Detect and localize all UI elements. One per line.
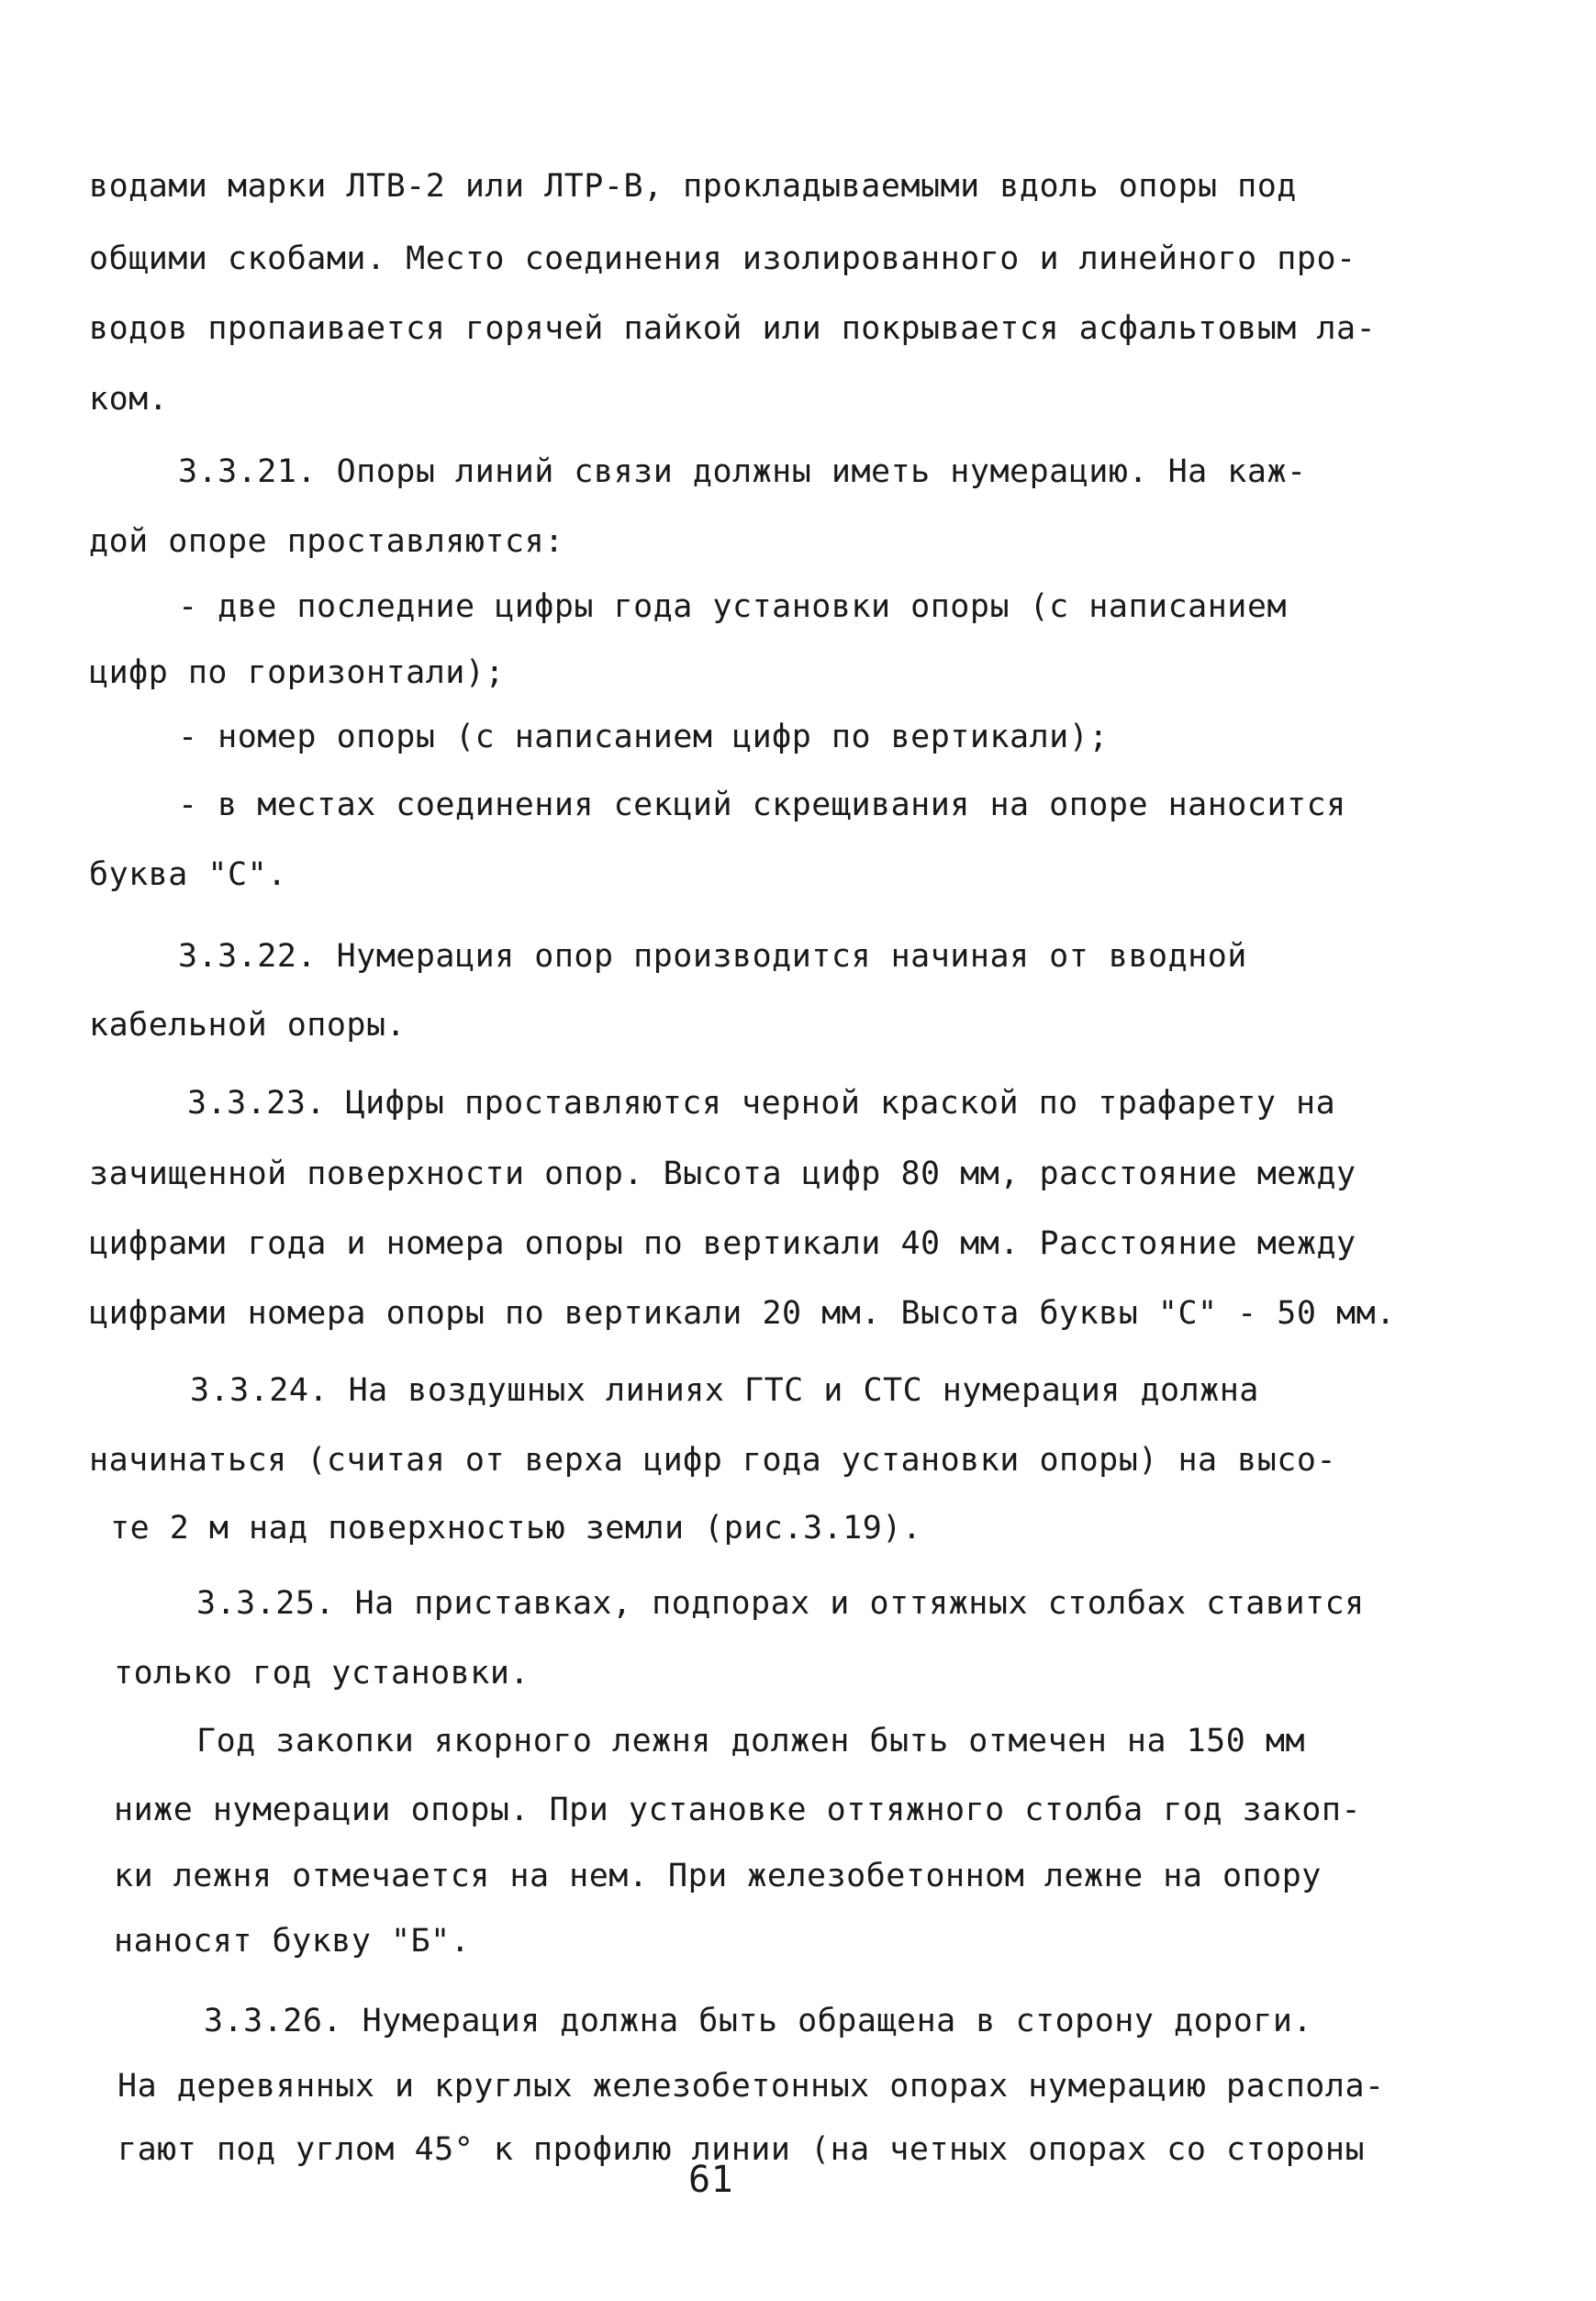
text-line: 3.3.24. На воздушных линиях ГТС и СТС нумерация должна bbox=[190, 1372, 1259, 1409]
text-line: - номер опоры (с написанием цифр по вертикали); bbox=[178, 719, 1109, 755]
page-number: 61 bbox=[688, 2159, 734, 2201]
text-line: только год установки. bbox=[114, 1655, 530, 1692]
text-line: дой опоре проставляются: bbox=[89, 523, 564, 560]
text-line: водами марки ЛТВ-2 или ЛТР-В, прокладываемыми вдоль опоры под bbox=[89, 168, 1297, 205]
text-line: 3.3.21. Опоры линий связи должны иметь нумерацию. На каж- bbox=[178, 453, 1307, 490]
text-line: 3.3.23. Цифры проставляются черной краской по трафарету на bbox=[187, 1085, 1336, 1122]
text-line: цифрами номера опоры по вертикали 20 мм. Высота буквы "С" - 50 мм. bbox=[89, 1295, 1396, 1332]
text-line: ки лежня отмечается на нем. При железобетонном лежне на опору bbox=[114, 1858, 1322, 1894]
text-line: - в местах соединения секций скрещивания на опоре наносится bbox=[178, 787, 1346, 823]
text-line: цифрами года и номера опоры по вертикали 40 мм. Расстояние между bbox=[89, 1225, 1356, 1262]
text-line: ком. bbox=[89, 381, 169, 418]
text-line: гают под углом 45° к профилю линии (на четных опорах со стороны bbox=[117, 2131, 1366, 2168]
text-line: Год закопки якорного лежня должен быть отмечен на 150 мм bbox=[196, 1723, 1306, 1759]
text-line: 3.3.26. Нумерация должна быть обращена в сторону дороги. bbox=[204, 2003, 1313, 2039]
text-line: зачищенной поверхности опор. Высота цифр 80 мм, расстояние между bbox=[89, 1156, 1356, 1192]
text-line: - две последние цифры года установки опоры (с написанием bbox=[178, 588, 1288, 625]
text-line: те 2 м над поверхностью земли (рис.3.19). bbox=[110, 1510, 922, 1547]
text-line: начинаться (считая от верха цифр года установки опоры) на высо- bbox=[89, 1442, 1337, 1479]
text-line: наносят букву "Б". bbox=[114, 1923, 471, 1960]
text-line: 3.3.22. Нумерация опор производится начиная от вводной bbox=[178, 938, 1247, 975]
text-line: На деревянных и круглых железобетонных опорах нумерацию распола- bbox=[117, 2068, 1385, 2105]
text-line: кабельной опоры. bbox=[89, 1007, 407, 1044]
text-line: цифр по горизонтали); bbox=[89, 654, 506, 691]
text-line: водов пропаивается горячей пайкой или покрывается асфальтовым ла- bbox=[89, 310, 1377, 347]
text-line: 3.3.25. На приставках, подпорах и оттяжных столбах ставится bbox=[196, 1585, 1365, 1622]
text-line: ниже нумерации опоры. При установке оттяжного столба год закоп- bbox=[114, 1792, 1362, 1828]
text-line: буква "С". bbox=[89, 856, 287, 893]
text-line: общими скобами. Место соединения изолированного и линейного про- bbox=[89, 240, 1356, 277]
